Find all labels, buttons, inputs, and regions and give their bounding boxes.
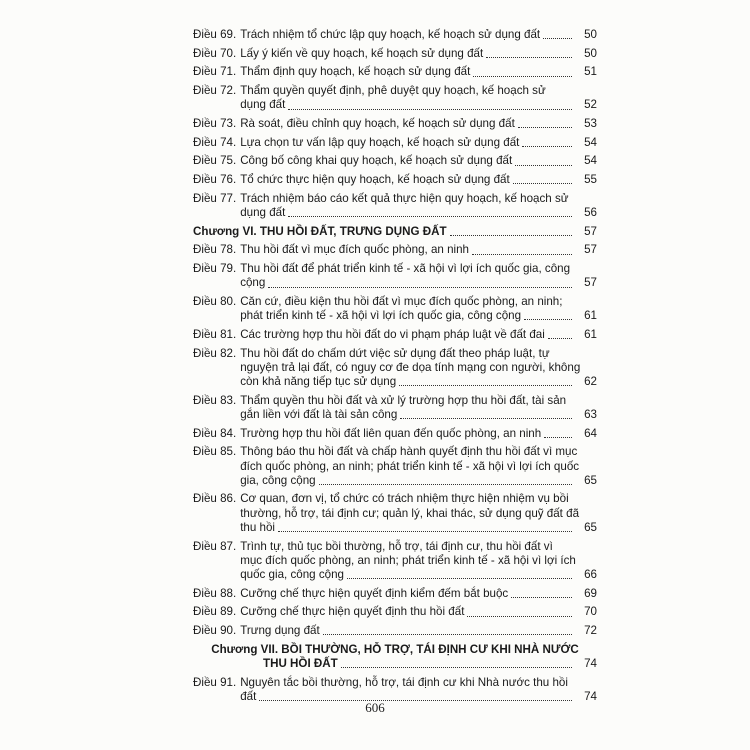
title-line: gia, công cộng: [240, 473, 316, 487]
article-title: Thu hồi đất vì mục đích quốc phòng, an ninh: [240, 243, 469, 257]
article-title: [236, 540, 597, 583]
dot-leader: [544, 437, 572, 438]
toc-entry: [193, 540, 597, 583]
title-line: Căn cứ, điều kiện thu hồi đất vì mục đích quốc phòng, an ninh;: [240, 295, 563, 309]
article-label: Điều 69.: [193, 28, 237, 41]
article-label: Điều 91.: [193, 675, 237, 689]
toc-entry-last-line: [240, 375, 597, 389]
toc-entry: [193, 445, 597, 488]
page-ref: 74: [584, 689, 597, 703]
toc-entry-last-line: [240, 474, 597, 488]
article-title: [236, 192, 597, 220]
article-label: Điều 85.: [193, 445, 237, 459]
toc-entry-last-line: [240, 98, 597, 112]
chapter-title: THU HỒI ĐẤT: [263, 657, 338, 671]
page-ref: 61: [584, 309, 597, 323]
article-label: Điều 84.: [193, 426, 237, 440]
article-title: Công bố công khai quy hoạch, kế hoạch sử dụng đất: [240, 154, 513, 168]
dot-leader: [341, 667, 572, 668]
page-ref: 52: [584, 98, 597, 112]
toc-entry: [193, 173, 597, 187]
dot-leader: [347, 578, 572, 579]
page-ref: 70: [584, 605, 597, 619]
toc-entry-line: [193, 154, 597, 168]
title-line: thường, hỗ trợ, tái định cư; quản lý, khai thác, sử dụng quỹ đất đã: [240, 506, 580, 520]
article-label: Điều 70.: [193, 46, 237, 60]
article-label: Điều 89.: [193, 605, 237, 619]
article-label: Điều 77.: [193, 191, 237, 205]
title-line: đích quốc phòng, an ninh; phát triển kinh tế - xã hội vì lợi ích quốc: [240, 459, 580, 473]
article-label: Điều 78.: [193, 243, 237, 257]
page-ref: 63: [584, 407, 597, 421]
dot-leader: [400, 418, 572, 419]
article-label: Điều 72.: [193, 84, 237, 98]
title-line: đất: [240, 689, 257, 703]
title-line: còn khả năng tiếp tục sử dụng: [240, 375, 397, 389]
toc-entry: [193, 347, 597, 390]
article-label: Điều 87.: [193, 539, 237, 553]
article-title: [236, 262, 597, 290]
toc-entry-line: [193, 136, 597, 150]
page-ref: 50: [584, 46, 597, 60]
page-ref: 74: [584, 657, 597, 671]
page-ref: 72: [584, 624, 597, 638]
title-line: cộng: [240, 276, 266, 290]
page-ref: 65: [584, 520, 597, 534]
dot-leader: [513, 183, 572, 184]
article-title: Cưỡng chế thực hiện quyết định thu hồi đất: [240, 605, 465, 619]
article-label: Điều 82.: [193, 346, 237, 360]
chapter-line: [193, 657, 597, 671]
dot-leader: [467, 616, 572, 617]
article-title: Lấy ý kiến về quy hoạch, kế hoạch sử dụng đất: [240, 46, 484, 60]
article-title: [236, 394, 597, 422]
toc-entry: [193, 136, 597, 150]
article-label: Điều 90.: [193, 624, 237, 638]
article-title: Rà soát, điều chỉnh quy hoạch, kế hoạch sử dụng đất: [240, 117, 515, 131]
toc-entry-line: [193, 243, 597, 257]
toc-entry-line: [193, 624, 597, 638]
page-ref: 69: [584, 586, 597, 600]
toc-entry-last-line: [240, 206, 597, 220]
page-ref: 57: [584, 276, 597, 290]
toc-entry-line: [193, 587, 597, 601]
toc-entry: [193, 394, 597, 422]
title-line: Thu hồi đất để phát triển kinh tế - xã hội vì lợi ích quốc gia, công: [240, 262, 571, 276]
title-line: Cơ quan, đơn vị, tổ chức có trách nhiệm thực hiện nhiệm vụ bồi: [240, 492, 569, 506]
dot-leader: [278, 531, 572, 532]
dot-leader: [288, 109, 572, 110]
toc-entry: [193, 427, 597, 441]
article-title: Tổ chức thực hiện quy hoạch, kế hoạch sử dụng đất: [240, 173, 510, 187]
dot-leader: [399, 385, 572, 386]
dot-leader: [548, 338, 572, 339]
article-title: [236, 295, 597, 323]
article-label: Điều 71.: [193, 65, 237, 79]
toc-entry-line: [193, 117, 597, 131]
article-label: Điều 75.: [193, 154, 237, 168]
dot-leader: [319, 484, 572, 485]
title-line: Thẩm quyền thu hồi đất và xử lý trường hợp thu hồi đất, tài sản: [240, 393, 567, 407]
toc-entry: [193, 328, 597, 342]
dot-leader: [511, 597, 572, 598]
toc-entry-last-line: [240, 568, 597, 582]
title-line: phát triển kinh tế - xã hội vì lợi ích quốc gia, công cộng: [240, 309, 522, 323]
toc-entry-line: [193, 605, 597, 619]
article-label: Điều 80.: [193, 295, 237, 309]
chapter-line: [193, 225, 597, 239]
dot-leader: [268, 287, 572, 288]
dot-leader: [473, 76, 572, 77]
article-label: Điều 73.: [193, 117, 237, 131]
title-line: Thông báo thu hồi đất và chấp hành quyết định thu hồi đất vì mục: [240, 445, 578, 459]
page-ref: 54: [584, 154, 597, 168]
dot-leader: [486, 57, 572, 58]
title-line: dụng đất: [240, 206, 286, 220]
toc-entry-line: [193, 328, 597, 342]
page-ref: 66: [584, 568, 597, 581]
toc-entry: [193, 624, 597, 638]
dot-leader: [522, 146, 572, 147]
title-line: nguyện trả lại đất, có nguy cơ đe dọa tính mạng con người, không: [240, 360, 581, 374]
chapter-heading: [193, 225, 597, 239]
page-ref: 53: [584, 117, 597, 131]
title-line: mục đích quốc phòng, an ninh; phát triển kinh tế - xã hội vì lợi ích: [240, 553, 576, 567]
toc-entry-last-line: [240, 408, 597, 422]
toc-entry: [193, 192, 597, 220]
article-label: Điều 83.: [193, 393, 237, 407]
toc-entry-last-line: [240, 309, 597, 323]
toc-entry: [193, 243, 597, 257]
title-line: Trách nhiệm báo cáo kết quả thực hiện quy hoạch, kế hoạch sử: [240, 191, 569, 205]
dot-leader: [543, 38, 572, 39]
toc-entry: [193, 117, 597, 131]
toc-entry: [193, 65, 597, 79]
toc-entry: [193, 262, 597, 290]
toc-entry-line: [193, 173, 597, 187]
toc-entry: [193, 605, 597, 619]
dot-leader: [524, 319, 572, 320]
toc-entry: [193, 28, 597, 42]
page-ref: 61: [584, 327, 597, 341]
toc-entry: [193, 84, 597, 112]
article-title: Trách nhiệm tổ chức lập quy hoạch, kế hoạch sử dụng đất: [240, 28, 541, 41]
page-ref: 62: [584, 375, 597, 389]
toc-entry: [193, 47, 597, 61]
toc-entry-line: [193, 47, 597, 61]
toc-entry-last-line: [240, 521, 597, 535]
article-label: Điều 81.: [193, 327, 237, 341]
article-title: [236, 84, 597, 112]
title-line: thu hồi: [240, 520, 275, 534]
toc-entry-last-line: [240, 276, 597, 290]
article-label: Điều 74.: [193, 135, 237, 149]
title-line: quốc gia, công cộng: [240, 568, 344, 581]
article-title: Cưỡng chế thực hiện quyết định kiểm đếm bắt buộc: [240, 586, 509, 600]
page-ref: 51: [584, 65, 597, 79]
article-title: [236, 347, 597, 390]
article-title: Trường hợp thu hồi đất liên quan đến quốc phòng, an ninh: [240, 426, 542, 440]
dot-leader: [518, 127, 572, 128]
toc-entry: [193, 492, 597, 535]
dot-leader: [450, 235, 572, 236]
page-ref: 50: [584, 28, 597, 41]
article-label: Điều 86.: [193, 492, 237, 506]
page-ref: 65: [584, 473, 597, 487]
dot-leader: [323, 634, 572, 635]
title-line: Trình tự, thủ tục bồi thường, hỗ trợ, tái định cư, thu hồi đất vì: [240, 539, 553, 553]
page-ref: 57: [584, 224, 597, 238]
page-ref: 55: [584, 173, 597, 187]
toc-entry: [193, 154, 597, 168]
article-title: Các trường hợp thu hồi đất do vi phạm pháp luật về đất đai: [240, 327, 545, 341]
chapter-heading: [193, 643, 597, 671]
title-line: Nguyên tắc bồi thường, hỗ trợ, tái định cư khi Nhà nước thu hồi: [240, 675, 568, 689]
dot-leader: [472, 254, 572, 255]
dot-leader: [288, 216, 572, 217]
article-title: [236, 445, 597, 488]
chapter-title: Chương VI. THU HỒI ĐẤT, TRƯNG DỤNG ĐẤT: [193, 224, 447, 238]
article-title: Lựa chọn tư vấn lập quy hoạch, kế hoạch sử dụng đất: [240, 135, 520, 149]
title-line: dụng đất: [240, 98, 286, 112]
article-title: Thẩm định quy hoạch, kế hoạch sử dụng đất: [240, 65, 471, 79]
toc-entry-line: [193, 28, 597, 42]
toc-entry: [193, 587, 597, 601]
title-line: gắn liền với đất là tài sản công: [240, 407, 398, 421]
dot-leader: [515, 165, 572, 166]
toc-entry: [193, 295, 597, 323]
toc-entry-line: [193, 65, 597, 79]
article-title: [236, 492, 597, 535]
page-ref: 64: [584, 426, 597, 440]
chapter-title: Chương VII. BỒI THƯỜNG, HỖ TRỢ, TÁI ĐỊNH CƯ KHI NHÀ NƯỚC: [211, 642, 579, 656]
page-ref: 56: [584, 206, 597, 220]
article-title: Trưng dụng đất: [240, 624, 320, 638]
title-line: Thẩm quyền quyết định, phê duyệt quy hoạch, kế hoạch sử: [240, 84, 546, 98]
page-ref: 54: [584, 135, 597, 149]
table-of-contents: [193, 28, 597, 709]
title-line: Thu hồi đất do chấm dứt việc sử dụng đất theo pháp luật, tự: [240, 346, 550, 360]
page-ref: 57: [584, 243, 597, 257]
article-label: Điều 79.: [193, 262, 237, 276]
toc-entry-line: [193, 427, 597, 441]
page-number: 606: [365, 700, 385, 715]
article-label: Điều 76.: [193, 173, 237, 187]
article-label: Điều 88.: [193, 586, 237, 600]
